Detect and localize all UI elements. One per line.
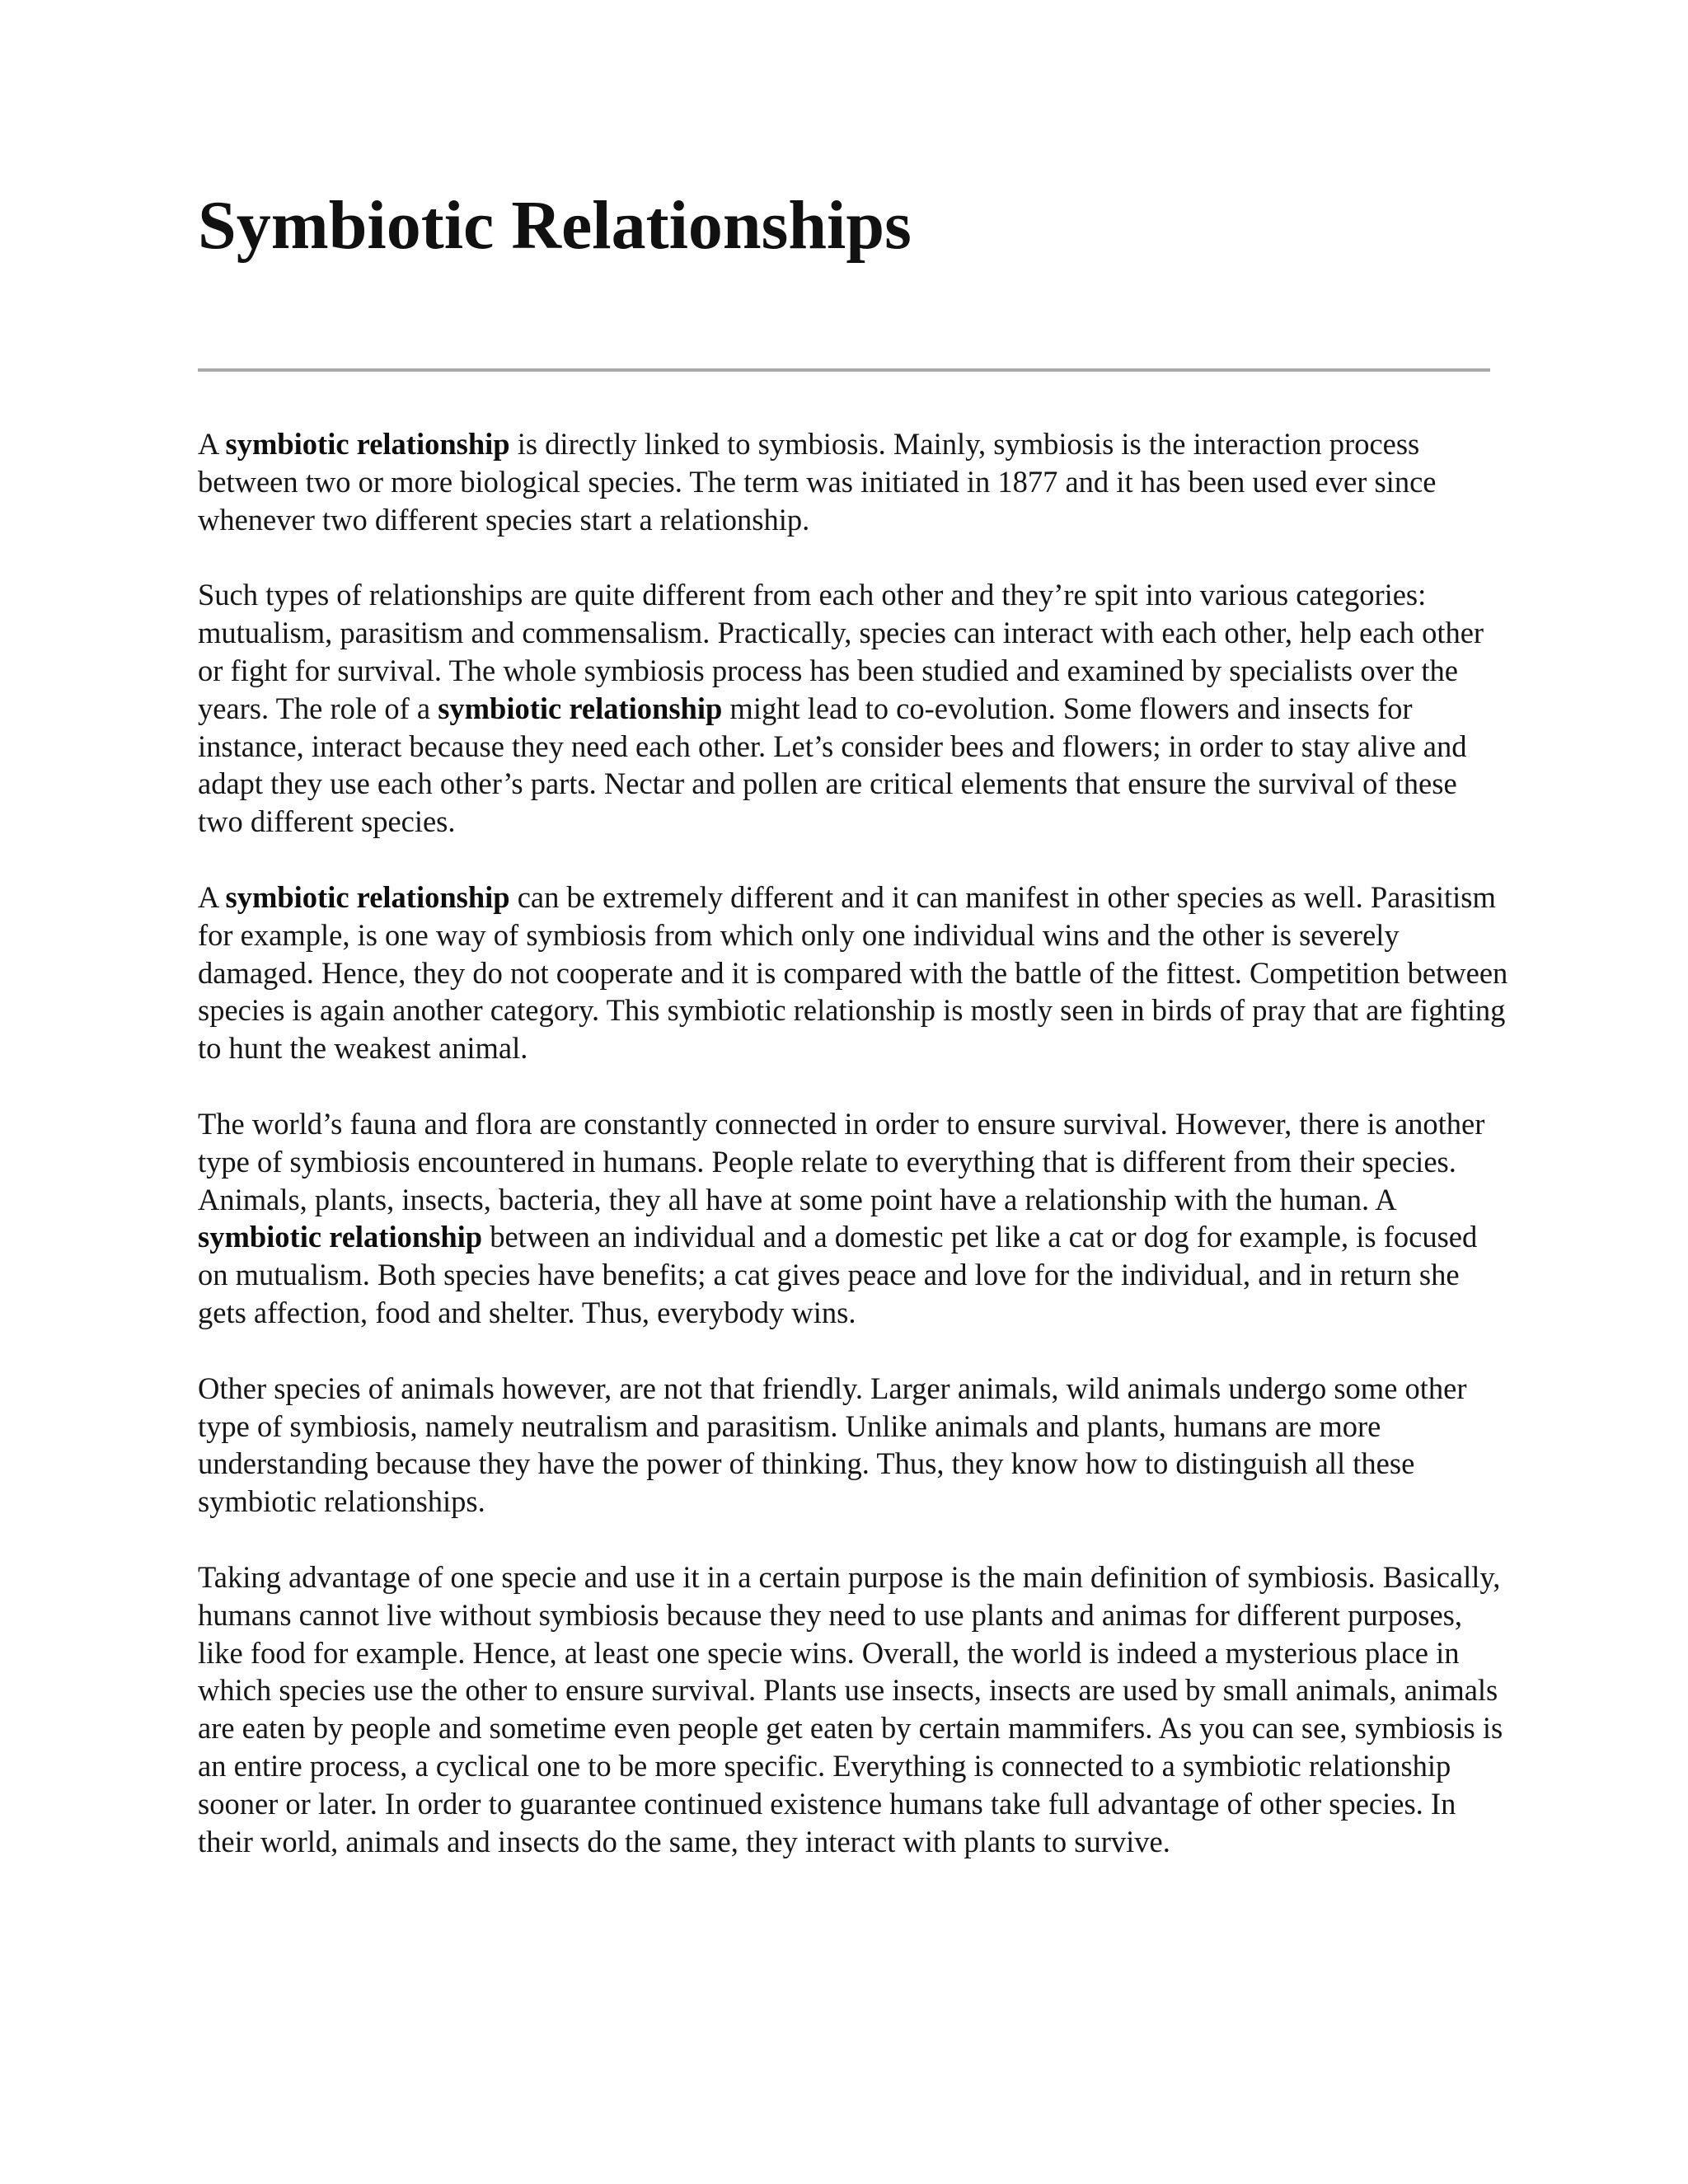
bold-term: symbiotic relationship xyxy=(198,1220,483,1254)
bold-term: symbiotic relationship xyxy=(225,879,510,914)
paragraph-text: between an individual and a domestic pet like a cat or dog for example, is focused on mutualism. Both species have benefits; a cat gives peace and love for the individual, and in return she gets affection, food and shelter. Thus, everybody wins. xyxy=(198,1220,1478,1329)
paragraph-text: A xyxy=(198,427,226,461)
paragraph-text: A xyxy=(198,879,226,914)
paragraph xyxy=(198,576,1508,841)
paragraph-text: The world’s fauna and flora are constantly connected in order to ensure survival. However, there is another type of symbiosis encountered in humans. People relate to everything that is different from their species. Animals, plants, insects, bacteria, they all have at some point have a relationship with the human. A xyxy=(198,1106,1485,1216)
document-title: Symbiotic Relationships xyxy=(198,187,912,264)
paragraph xyxy=(198,879,1508,1067)
paragraph-text: is directly linked to symbiosis. Mainly, symbiosis is the interaction process between two or more biological species. The term was initiated in 1877 and it has been used ever since whenever two different species start a relationship. xyxy=(198,427,1437,537)
document-body xyxy=(198,425,1508,1898)
bold-term: symbiotic relationship xyxy=(438,691,723,725)
bold-term: symbiotic relationship xyxy=(225,427,510,461)
paragraph-text: might lead to co-evolution. Some flowers and insects for instance, interact because they need each other. Let’s consider bees and flowers; in order to stay alive and adapt they use each other’s parts. Nectar and pollen are critical elements that ensure the survival of these two different species. xyxy=(198,691,1467,839)
title-divider xyxy=(198,368,1490,372)
paragraph-text: Such types of relationships are quite different from each other and they’re spit into various categories: mutualism, parasitism and commensalism. Practically, species can interact with each other, help each other or fight for survival. The whole symbiosis process has been studied and examined by specialists over the years. The role of a xyxy=(198,578,1484,725)
paragraph-text: can be extremely different and it can manifest in other species as well. Parasitism for example, is one way of symbiosis from which only one individual wins and the other is severely damaged. Hence, they do not cooperate and it is compared with the battle of the fittest. Competition between species is again another category. This symbiotic relationship is mostly seen in birds of pray that are fighting to hunt the weakest animal. xyxy=(198,879,1508,1066)
paragraph-text: Taking advantage of one specie and use it in a certain purpose is the main definition of symbiosis. Basically, humans cannot live without symbiosis because they need to use plants and animas for different purposes, like food for example. Hence, at least one specie wins. Overall, the world is indeed a mysterious place in which species use the other to ensure survival. Plants use insects, insects are used by small animals, animals are eaten by people and sometime even people get eaten by certain mammifers. As you can see, symbiosis is an entire process, a cyclical one to be more specific. Everything is connected to a symbiotic relationship sooner or later. In order to guarantee continued existence humans take full advantage of other species. In their world, animals and insects do the same, they interact with plants to survive. xyxy=(198,1559,1503,1858)
paragraph xyxy=(198,1105,1508,1332)
paragraph xyxy=(198,1370,1508,1521)
paragraph xyxy=(198,1558,1508,1860)
paragraph-text: Other species of animals however, are not that friendly. Larger animals, wild animals undergo some other type of symbiosis, namely neutralism and parasitism. Unlike animals and plants, humans are more understanding because they have the power of thinking. Thus, they know how to distinguish all these symbiotic relationships. xyxy=(198,1371,1467,1519)
paragraph xyxy=(198,425,1508,538)
